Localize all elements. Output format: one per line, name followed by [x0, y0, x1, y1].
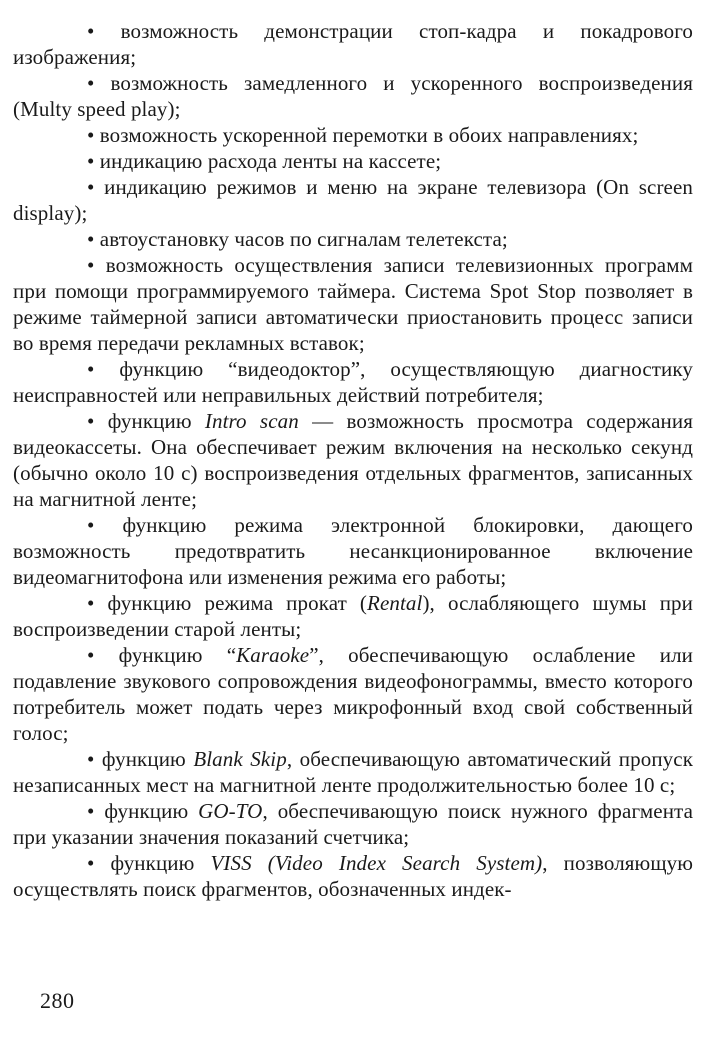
item-text: • функцию “ — [87, 643, 237, 667]
item-text: • возможность осуществления записи телевизионных программ при помощи программируемого таймера. Система Spot Stop позволяет в режиме таймерной записи автоматически приостановить процесс записи во время передачи рекламных вставок; — [13, 253, 693, 355]
italic-term: VISS (Video Index Search System) — [210, 851, 543, 875]
item-text: • индикацию расхода ленты на кассете; — [87, 149, 442, 173]
italic-term: Rental — [367, 591, 423, 615]
item-text: — возможность просмотра содержания видеокассеты. Она обеспечивает режим включения на несколько секунд (обычно около 10 с) воспроизведения отдельных фрагментов, записанных на магнитной ленте; — [13, 409, 693, 511]
list-item — [13, 408, 693, 512]
italic-term: Blank Skip — [193, 747, 287, 771]
item-text: • индикацию режимов и меню на экране телевизора (On screen display); — [13, 175, 693, 225]
italic-term: Intro scan — [204, 409, 299, 433]
list-item — [13, 18, 693, 70]
item-text: • функцию — [87, 799, 199, 823]
page-body — [13, 18, 693, 902]
bullet-list — [13, 18, 693, 902]
item-text: • функцию — [87, 747, 194, 771]
item-text: • возможность ускоренной перемотки в обоих направлениях; — [87, 123, 639, 147]
list-item — [13, 590, 693, 642]
list-item — [13, 174, 693, 226]
item-text: ), ослабляющего шумы при воспроизведении старой ленты; — [13, 591, 693, 641]
item-text: , позволяющую осуществлять поиск фрагментов, обозначенных индек- — [13, 851, 693, 901]
list-item — [13, 148, 693, 174]
list-item — [13, 122, 693, 148]
item-text: • автоустановку часов по сигналам телетекста; — [87, 227, 508, 251]
page-number: 280 — [40, 988, 75, 1013]
list-item — [13, 356, 693, 408]
item-text: , обеспечивающую поиск нужного фрагмента при указании значения показаний счетчика; — [13, 799, 693, 849]
italic-term: GO-TO — [198, 799, 263, 823]
list-item — [13, 850, 693, 902]
list-item — [13, 642, 693, 746]
list-item — [13, 746, 693, 798]
item-text: • функцию — [87, 409, 205, 433]
item-text: • возможность демонстрации стоп-кадра и покадрового изображения; — [13, 19, 693, 69]
item-text: , обеспечивающую автоматический пропуск незаписанных мест на магнитной ленте продолжительностью более 10 с; — [13, 747, 694, 797]
item-text: • функцию — [87, 851, 211, 875]
item-text: ”, обеспечивающую ослабление или подавление звукового сопровождения видеофонограммы, вместо которого потребитель может подать через микрофонный вход свой собственный голос; — [13, 643, 694, 745]
item-text: • возможность замедленного и ускоренного воспроизведения (Multy speed play); — [13, 71, 693, 121]
list-item — [13, 226, 693, 252]
list-item — [13, 512, 693, 590]
item-text: • функцию режима электронной блокировки, дающего возможность предотвратить несанкционированное включение видеомагнитофона или изменения режима его работы; — [13, 513, 693, 589]
item-text: • функцию “видеодоктор”, осуществляющую диагностику неисправностей или неправильных действий потребителя; — [13, 357, 693, 407]
item-text: • функцию режима прокат ( — [87, 591, 368, 615]
italic-term: Karaoke — [236, 643, 310, 667]
list-item — [13, 798, 693, 850]
list-item — [13, 252, 693, 356]
list-item — [13, 70, 693, 122]
